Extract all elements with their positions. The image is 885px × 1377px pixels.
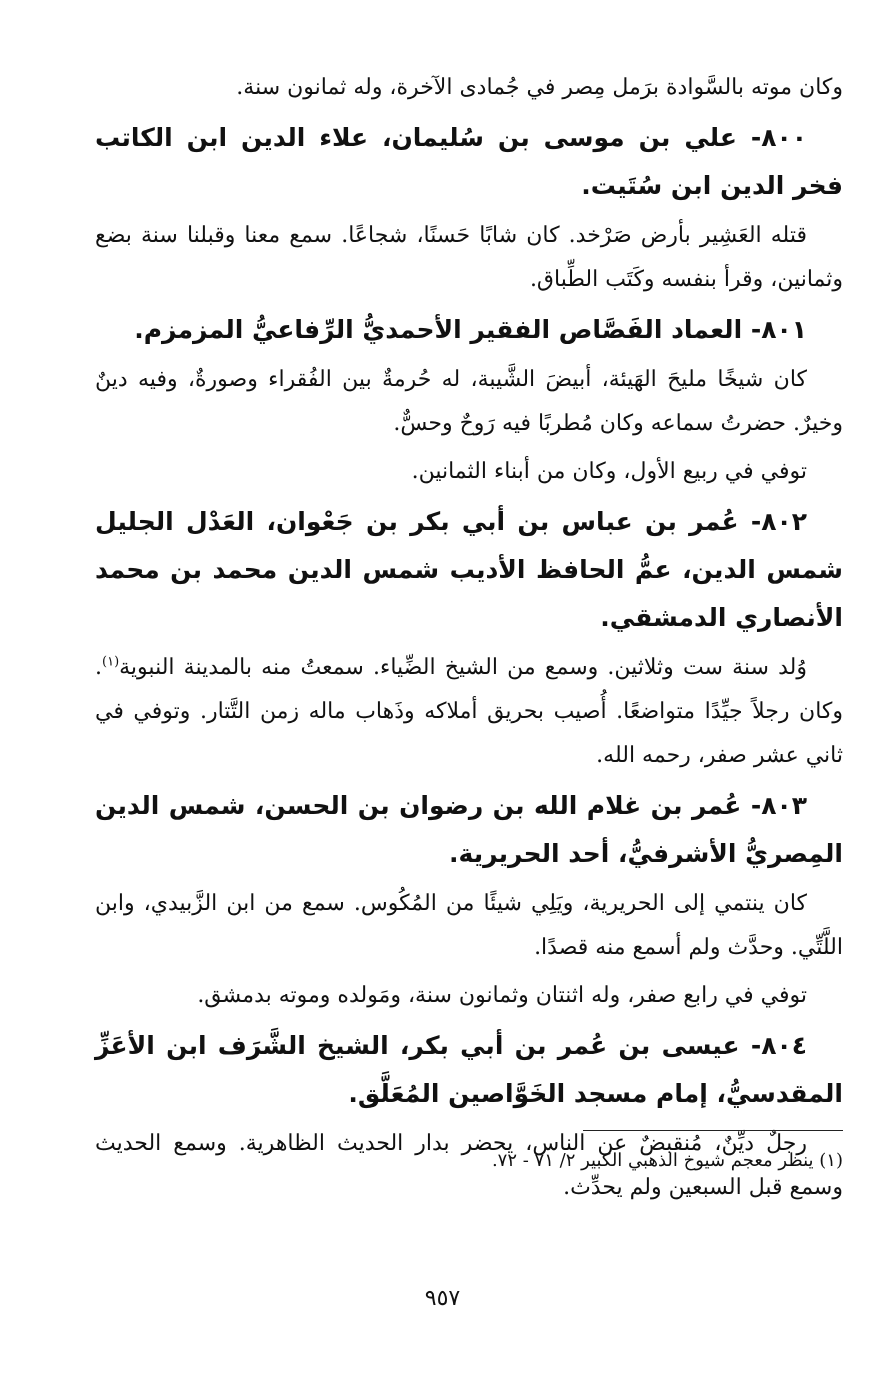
paragraph-802-text-b: . وكان رجلاً جيِّدًا متواضعًا. أُصيب بحريق أملاكه وذَهاب ماله زمن التَّتار. وتوفي في ثاني عشر صفر، رحمه الله. xyxy=(95,655,843,768)
paragraph-803-b: توفي في رابع صفر، وله اثنتان وثمانون سنة، ومَولده وموته بدمشق. xyxy=(197,983,807,1008)
paragraph-804: رجلٌ ديِّنٌ، مُنقبضٌ عن الناس، يحضر بدار الحديث الظاهرية. وسمع الحديث وسمع قبل السبعين ولم يحدِّث. xyxy=(95,1131,843,1200)
entry-heading-801: ٨٠١- العماد الفَصَّاص الفقير الأحمديُّ الرِّفاعيُّ المزمزم. xyxy=(134,315,807,344)
page-body xyxy=(95,66,843,1214)
paragraph-802-text-a: وُلد سنة ست وثلاثين. وسمع من الشيخ الضِّياء. سمعتُ منه بالمدينة النبوية xyxy=(119,655,807,680)
entry-heading-803: ٨٠٣- عُمر بن غلام الله بن رضوان بن الحسن، شمس الدين المِصريُّ الأشرفيُّ، أحد الحريرية. xyxy=(95,791,843,868)
footnote-divider xyxy=(583,1130,843,1131)
page-number: ٩٥٧ xyxy=(424,1286,461,1311)
footnote: (١) ينظر معجم شيوخ الذهبي الكبير ٢/ ٧١ - ٧٢. xyxy=(491,1150,843,1171)
paragraph-800: قتله العَشِير بأرض صَرْخد. كان شابًا حَسنًا، شجاعًا. سمع معنا وقبلنا سنة بضع وثمانين، وقرأ بنفسه وكَتَب الطِّباق. xyxy=(95,223,843,292)
footnote-reference: (١) xyxy=(102,654,120,670)
entry-heading-802: ٨٠٢- عُمر بن عباس بن أبي بكر بن جَعْوان، العَدْل الجليل شمس الدين، عمُّ الحافظ الأديب شمس الدين محمد بن محمد الأنصاري الدمشقي. xyxy=(95,507,843,632)
paragraph-802 xyxy=(95,646,843,778)
entry-heading-804: ٨٠٤- عيسى بن عُمر بن أبي بكر، الشيخ الشَّرَف ابن الأعَزِّ المقدسيُّ، إمام مسجد الخَوَّاصين المُعَلَّق. xyxy=(95,1031,843,1108)
paragraph-801-a: كان شيخًا مليحَ الهَيئة، أبيضَ الشَّيبة، له حُرمةٌ بين الفُقراء وصورةٌ، وفيه دينٌ وخيرٌ. حضرتُ سماعه وكان مُطربًا فيه رَوحٌ وحسٌّ. xyxy=(95,367,843,436)
paragraph-intro: وكان موته بالسَّوادة برَمل مِصر في جُمادى الآخرة، وله ثمانون سنة. xyxy=(236,75,843,100)
paragraph-803-a: كان ينتمي إلى الحريرية، ويَلِي شيئًا من المُكُوس. سمع من ابن الزَّبيدي، وابن اللَّتِّي. وحدَّث ولم أسمع منه قصدًا. xyxy=(95,891,843,960)
entry-heading-800: ٨٠٠- علي بن موسى بن سُليمان، علاء الدين ابن الكاتب فخر الدين ابن سُتَيت. xyxy=(95,123,843,200)
paragraph-801-b: توفي في ربيع الأول، وكان من أبناء الثمانين. xyxy=(411,459,807,484)
